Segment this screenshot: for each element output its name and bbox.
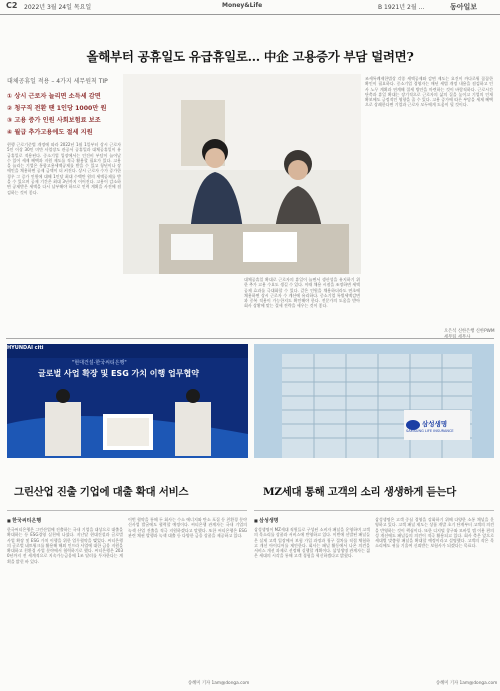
newspaper-logo: 동아일보 <box>450 3 478 11</box>
event-banner-title: 글로벌 사업 확장 및 ESG 가치 이행 업무협약 <box>38 369 199 378</box>
tip-box <box>7 76 120 139</box>
tip-item: ① 상시 근로자 늘리면 소득세 감면 <box>7 93 101 100</box>
article2-column-2: 이번 협약을 통해 두 회사는 수소 에너지와 탄소 포집 등 친환경 분야 신사업 발굴에도 협력할 예정이다. 씨티은행 관계자는 국내 기업의 녹색 산업 진출을 적극 지원하겠다고 말했다. 또한 씨티은행은 ESG 관련 채권 발행과 녹색 대출 등 다양한 금융 상품을 제공하고 있다. <box>128 517 247 538</box>
building-sign: 삼성생명 <box>422 420 448 428</box>
tip-item: ④ 월급 추가고용에도 절세 지원 <box>7 129 93 136</box>
article2-rule <box>7 510 247 511</box>
page-number: C2 <box>6 1 18 10</box>
article1-column-3: 대체공휴일 확대로 근로자의 휴일이 늘면서 생산성을 유지하기 위한 추가 고용 수요도 생길 수 있다. 이때 채용 시점을 조정하면 세액공제 효과를 극대화할 수 있다. 같은 인원을 채용하더라도 연초에 채용하면 상시 근로자 수 계산에 유리하다. 중소기업 특별세액감면과 중복 적용이 가능한지도 확인해야 한다. 전문가의 도움을 받아 회사 상황에 맞는 절세 전략을 세우는 것이 좋다. <box>244 277 360 309</box>
article2-column-1: 한국씨티은행은 그린산업에 진출하는 국내 기업을 대상으로 대출을 확대하는 등 ESG경영 실천에 나섰다. 지난달 현대건설과 글로벌 사업 확장 및 ESG 가치 이행을 위한 업무협약을 맺었다. 씨티은행의 글로벌 네트워크를 활용해 해외 인프라 사업에 대한 금융 지원을 확대하고 친환경 사업 분야에서 협력하기로 했다. 씨티은행은 2030년까지 전 세계적으로 지속가능금융에 1조 달러를 투자한다는 계획을 밝힌 바 있다. <box>7 527 123 564</box>
article1-column-1: 현행 근로기준법 개정에 따라 2022년 1월 1일부터 상시 근로자 5인 이상 30인 미만 사업장도 관공서 공휴일과 대체공휴일이 유급휴일로 적용된다. 중소기업 입장에서는 인건비 부담이 늘어날 수 있어 세제 혜택과 지원 제도를 적극 활용할 필요가 있다. 고용을 늘리는 기업은 통합고용세액공제를 받을 수 있고 청년이나 장애인을 채용하면 공제 금액이 더 커진다. 상시 근로자 수가 증가한 경우 그 증가 인원에 대해 1인당 최대 수백만 원의 세액공제를 받을 수 있으며 공제 기간은 최대 3년까지 이어진다. 고용이 감소하면 공제받은 세액을 다시 납부해야 하므로 인력 계획을 사전에 점검하는 것이 좋다. <box>7 142 121 195</box>
building-sign-en: SAMSUNG LIFE INSURANCE <box>406 429 454 433</box>
article2-byline: ■ 한국씨티은행 <box>7 517 41 524</box>
article3-rule <box>254 510 494 511</box>
consultation-photo <box>123 74 361 274</box>
event-banner-small: "현대건설-한국씨티은행" <box>72 360 127 366</box>
header-date: 2022년 3월 24일 목요일 <box>24 4 92 11</box>
article2-email: 송혜미 기자 1am@donga.com <box>188 681 250 686</box>
article3-column-2: 삼성생명은 고객 중심 경영을 강화하기 위해 다양한 소통 채널을 운영하고 있다. 고객 패널 제도는 상품 개발 초기 단계부터 고객의 의견을 반영하는 것이 핵심이다. 또한 디지털 창구와 모바일 앱 이용 편의성 개선에도 패널들의 의견이 적극 활용되고 있다. 회사 측은 앞으로 세대별 맞춤형 패널을 확대할 예정이라고 설명했다. 고객의 작은 목소리에도 귀를 기울여 신뢰받는 보험사가 되겠다는 목표다. <box>375 517 494 549</box>
main-headline: 올해부터 공휴일도 유급휴일로… 中企 고용증가 부담 덜려면? <box>86 49 414 64</box>
page-header <box>0 0 500 15</box>
event-photo <box>7 344 248 458</box>
article3-headline: MZ세대 통해 고객의 소리 생생하게 듣는다 <box>263 486 456 498</box>
article3-column-1: 삼성생명이 MZ세대 직원들로 구성된 소비자 패널을 운영하며 고객의 목소리를 상품과 서비스에 반영하고 있다. 이번에 선발된 패널들은 실제 고객 입장에서 보험 가입 과정과 청구 절차를 직접 체험하고 개선 아이디어를 제안한다. 회사는 패널 활동에서 나온 의견을 서비스 개선 과제로 선정해 실행할 계획이다. 삼성생명 관계자는 젊은 세대의 시각을 통해 고객 경험을 혁신하겠다고 밝혔다. <box>254 527 370 559</box>
article2-headline: 그린산업 진출 기업에 대출 확대 서비스 <box>14 486 189 498</box>
article3-email: 송혜미 기자 1am@donga.com <box>436 681 498 686</box>
building-photo <box>254 344 494 458</box>
tip-item: ② 청구직 전환 땐 1인당 1000만 원 <box>7 105 107 112</box>
header-date-right: B 1921년 2월 ... <box>378 4 425 11</box>
tip-item: ③ 고용 증가 인원 사회보험료 보조 <box>7 117 101 124</box>
event-banner-logos: HYUNDAI citi <box>7 345 44 351</box>
tip-title: 대체공휴일 적용 – 4가지 세무원칙 TIP <box>7 78 108 85</box>
article1-author: 오은석 신한은행 신한PWM 세무팀 세무사 <box>444 329 495 340</box>
article1-column-4: 조세특례제한법상 각종 세액공제와 감면 제도는 요건이 까다로워 꼼꼼한 확인이 필요하다. 중소기업 경영자는 매년 세법 개정 내용을 점검하고 인사 노무 계획과 연계해 절세 방안을 마련하는 것이 바람직하다. 근로시간 단축과 휴일 확대는 장기적으로 근로자의 삶의 질을 높이고 기업의 인재 확보에도 긍정적인 영향을 줄 수 있다. 고용 증가에 따른 부담을 세제 혜택으로 상쇄한다면 기업과 근로자 모두에게 도움이 될 것이다. <box>365 76 493 108</box>
section-divider <box>6 338 494 339</box>
section-title: Money&Life <box>222 2 263 9</box>
article3-byline: ■ 삼성생명 <box>254 517 279 524</box>
